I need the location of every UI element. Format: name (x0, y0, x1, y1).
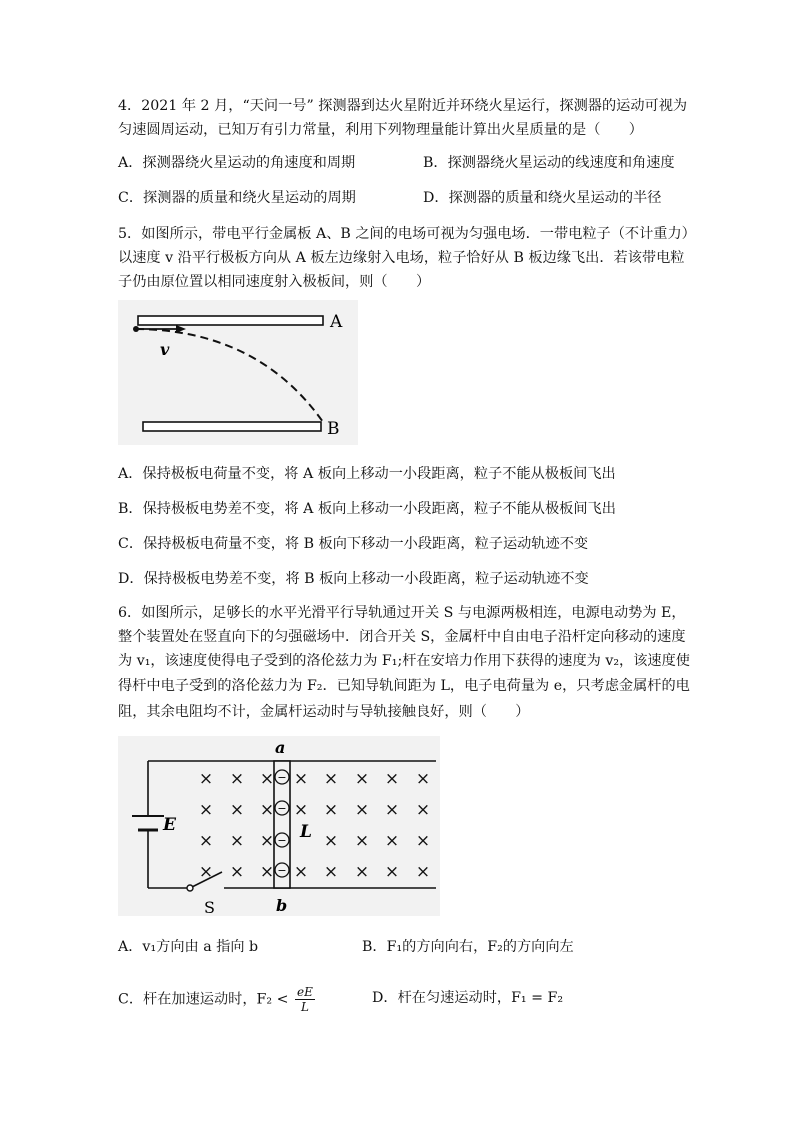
q5-option-b: B．保持极板电势差不变，将 A 板向上移动一小段距离，粒子不能从极板间飞出 (118, 501, 616, 517)
q5-stem-line-2: 以速度 v 沿平行极板方向从 A 板左边缘射入电场，粒子恰好从 B 板边缘飞出．若该带电粒 (118, 250, 685, 266)
q4-stem-line-2: 匀速圆周运动，已知万有引力常量，利用下列物理量能计算出火星质量的是（ ） (118, 122, 643, 138)
q5-capacitor-figure (118, 300, 358, 445)
plate-b-label: B (327, 419, 340, 439)
q6-option-d: D．杆在匀速运动时，F₁ = F₂ (372, 990, 564, 1006)
velocity-label: v (160, 340, 170, 359)
svg-text:×: × (384, 862, 400, 882)
svg-text:×: × (384, 831, 400, 851)
q4-option-d: D．探测器的质量和绕火星运动的半径 (423, 190, 662, 206)
q6-stem-line-2: 整个装置处在竖直向下的匀强磁场中．闭合开关 S，金属杆中自由电子沿杆定向移动的速度 (118, 629, 686, 645)
svg-text:×: × (323, 769, 339, 789)
svg-text:×: × (259, 862, 275, 882)
fraction-eE-over-L (295, 985, 315, 1014)
svg-text:×: × (323, 800, 339, 820)
svg-text:×: × (198, 769, 214, 789)
svg-text:×: × (229, 862, 245, 882)
svg-text:×: × (293, 769, 309, 789)
switch-pivot (187, 885, 193, 891)
q6-option-c-text: C．杆在加速运动时，F₂ < (118, 991, 289, 1008)
svg-text:×: × (323, 862, 339, 882)
rod-end-b-label: b (276, 896, 288, 915)
svg-text:×: × (229, 769, 245, 789)
svg-text:−: − (277, 864, 287, 877)
svg-text:×: × (198, 800, 214, 820)
svg-text:×: × (384, 800, 400, 820)
emf-label: E (163, 815, 176, 835)
svg-text:×: × (323, 831, 339, 851)
q4-stem-line-1: 4．2021 年 2 月，“天问一号” 探测器到达火星附近并环绕火星运行，探测器的运动可视为 (118, 98, 688, 114)
q4-option-c: C．探测器的质量和绕火星运动的周期 (118, 190, 356, 206)
svg-text:×: × (198, 831, 214, 851)
svg-text:×: × (384, 769, 400, 789)
plate-b (143, 422, 321, 431)
q5-stem-line-1: 5．如图所示，带电平行金属板 A、B 之间的电场可视为匀强电场．一带电粒子（不计重力） (118, 226, 696, 242)
q6-option-b: B．F₁的方向向右，F₂的方向向左 (362, 939, 574, 955)
rail-spacing-label: L (300, 822, 312, 842)
svg-text:×: × (415, 769, 431, 789)
svg-text:×: × (229, 831, 245, 851)
svg-text:×: × (293, 800, 309, 820)
q5-stem-line-3: 子仍由原位置以相同速度射入极板间，则（ ） (118, 274, 431, 290)
svg-text:−: − (277, 771, 287, 784)
q6-stem-line-4: 得杆中电子受到的洛伦兹力为 F₂．已知导轨间距为 L，电子电荷量为 e，只考虑金属杆的电 (118, 678, 690, 694)
q6-stem-line-5: 阻，其余电阻均不计，金属杆运动时与导轨接触良好，则（ ） (118, 704, 530, 720)
q6-option-a: A．v₁方向由 a 指向 b (118, 939, 259, 955)
svg-text:×: × (415, 800, 431, 820)
q6-stem-line-3: 为 v₁，该速度使得电子受到的洛伦兹力为 F₁;杆在安培力作用下获得的速度为 v₂，该速度使 (118, 653, 690, 669)
svg-text:×: × (198, 862, 214, 882)
plate-a (138, 316, 323, 325)
svg-text:×: × (293, 862, 309, 882)
q4-option-b: B．探测器绕火星运动的线速度和角速度 (423, 155, 675, 171)
svg-text:×: × (415, 862, 431, 882)
svg-text:×: × (259, 800, 275, 820)
plate-a-label: A (330, 312, 343, 332)
q6-option-c (118, 985, 317, 1014)
q5-option-d: D．保持极板电势差不变，将 B 板向上移动一小段距离，粒子运动轨迹不变 (118, 571, 589, 587)
q6-stem-line-1: 6．如图所示，足够长的水平光滑平行导轨通过开关 S 与电源两极相连，电源电动势为 E， (118, 605, 686, 621)
q6-rail-circuit-figure (118, 736, 440, 916)
svg-text:×: × (354, 831, 370, 851)
svg-text:×: × (415, 831, 431, 851)
svg-text:×: × (259, 831, 275, 851)
svg-text:−: − (277, 802, 287, 815)
switch-label: S (204, 898, 215, 916)
svg-text:×: × (354, 769, 370, 789)
q5-option-c: C．保持极板电荷量不变，将 B 板向下移动一小段距离，粒子运动轨迹不变 (118, 536, 589, 552)
fraction-numerator: eE (297, 985, 313, 999)
svg-text:−: − (277, 834, 287, 847)
fraction-denominator: L (300, 1000, 309, 1014)
q4-option-a: A．探测器绕火星运动的角速度和周期 (118, 155, 356, 171)
svg-text:×: × (354, 862, 370, 882)
svg-text:×: × (259, 769, 275, 789)
q5-option-a: A．保持极板电荷量不变，将 A 板向上移动一小段距离，粒子不能从极板间飞出 (118, 466, 616, 482)
rod-end-a-label: a (275, 738, 286, 757)
svg-text:×: × (229, 800, 245, 820)
svg-text:×: × (354, 800, 370, 820)
